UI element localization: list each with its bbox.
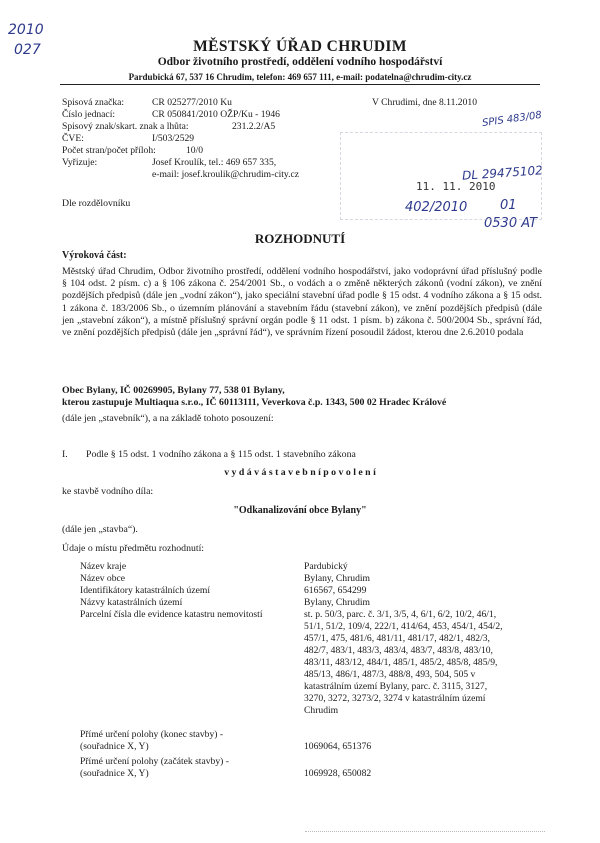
znak-value: 231.2.2/A5 (232, 121, 276, 132)
project-name: "Odkanalizování obce Bylany" (233, 505, 367, 516)
office-title: MĚSTSKÝ ÚŘAD CHRUDIM (193, 38, 407, 55)
handwritten-count: 01 (500, 198, 517, 213)
dale-stavba: (dále jen „stavba“). (62, 524, 138, 535)
parcel-line: st. p. 50/3, parc. č. 3/1, 3/5, 4, 6/1, 6/2, 10/2, 46/1, (304, 609, 497, 620)
intro-paragraph: Městský úřad Chrudim, Odbor životního prostředí, oddělení vodního hospodářství, jako vodoprávní úřad příslušný podle § 104 odst. 2 písm. c) a § 106 zákona č. 254/2001 Sb., o vodách a o změně některých zákonů (vodní zákon), ve znění pozdějších předpisů (dále jen „vodní zákon“), jako speciální stavební úřad podle § 15 odst. 4 vodního zákona a § 15 odst. 1 zákona č. 183/2006 Sb., o územním plánování a stavebním řádu (stavební zákon), ve znění pozdějších předpisů (dále jen „stavební zákon“), a místně příslušný správní orgán podle § 11 odst. 1 písm. b) zákona č. 500/2004 Sb., správní řád, ve znění pozdějších předpisů (dále jen „správní řád“), ve správním řízení posoudil žádost, kterou dne 2.6.2010 podala (62, 266, 542, 339)
table-row-label: Přímé určení polohy (začátek stavby) - (80, 756, 229, 767)
table-row-value: Bylany, Chrudim (304, 597, 370, 608)
handwritten-spis: SPIS 483/08 (481, 109, 543, 130)
table-row-value: 1069928, 650082 (304, 768, 372, 779)
section-number: I. (62, 449, 68, 460)
parcel-line: 483/11, 483/12, 484/1, 485/1, 485/2, 485/8, 485/9, (304, 657, 498, 668)
pocet-value: 10/0 (186, 145, 204, 156)
cve-label: ČVE: (62, 133, 84, 144)
spisova-label: Spisová značka: (62, 97, 125, 108)
recipient: Dle rozdělovníku (62, 198, 131, 209)
cve-value: I/503/2529 (152, 133, 195, 144)
parcel-line: 485/13, 486/1, 487/3, 488/8, 493, 504, 505 v (304, 669, 476, 680)
applicant-line-1: Obec Bylany, IČ 00269905, Bylany 77, 538 01 Bylany, (62, 385, 285, 396)
handwritten-ref: 402/2010 (405, 200, 468, 215)
section-text: Podle § 15 odst. 1 vodního zákona a § 115 odst. 1 stavebního zákona (86, 449, 356, 460)
table-row-label: Názvy katastrálních území (80, 597, 183, 608)
vyrizuje-value: Josef Kroulík, tel.: 469 657 335, (152, 157, 277, 168)
office-address: Pardubická 67, 537 16 Chrudim, telefon: 469 657 111, e-mail: podatelna@chrudim-city.cz (128, 72, 472, 82)
table-row-value: Pardubický (304, 561, 348, 572)
vydava-heading: v y d á v á s t a v e b n í p o v o l e n í (224, 467, 376, 478)
document-date: V Chrudimi, dne 8.11.2010 (372, 97, 477, 108)
table-row-label: Název obce (80, 573, 126, 584)
table-row-value: 1069064, 651376 (304, 741, 372, 752)
office-department: Odbor životního prostředí, oddělení vodního hospodářství (157, 56, 443, 68)
stamp-date: 11. 11. 2010 (416, 180, 496, 193)
header-divider (60, 84, 540, 85)
table-row-value: 616567, 654299 (304, 585, 367, 596)
vyrizuje-label: Vyřizuje: (62, 157, 98, 168)
parcel-line: 482/7, 483/1, 483/3, 483/4, 483/7, 483/8, 483/10, (304, 645, 493, 656)
table-row-label: (souřadnice X, Y) (80, 768, 149, 779)
email-value: e-mail: josef.kroulik@chrudim-city.cz (152, 169, 300, 180)
table-row-label: Parcelní čísla dle evidence katastru nemovitostí (80, 609, 263, 620)
footer-divider (305, 831, 545, 832)
table-row-value: Bylany, Chrudim (304, 573, 370, 584)
znak-label: Spisový znak/skart. znak a lhůta: (62, 121, 189, 132)
handwritten-code: 0530 AT (484, 216, 538, 231)
cislo-value: CR 050841/2010 OŽP/Ku - 1946 (152, 109, 280, 120)
parcel-line: katastrálním území Bylany, parc. č. 3115, 3127, (304, 681, 488, 692)
spisova-value: CR 025277/2010 Ku (152, 97, 232, 108)
receipt-stamp (340, 132, 542, 220)
table-row-label: Název kraje (80, 561, 127, 572)
parcel-line: Chrudim (304, 705, 339, 716)
decision-heading: ROZHODNUTÍ (254, 231, 346, 246)
table-row-label: (souřadnice X, Y) (80, 741, 149, 752)
handwritten-number: 027 (14, 42, 41, 58)
table-row-label: Identifikátory katastrálních území (80, 585, 210, 596)
vyrokova-label: Výroková část: (62, 250, 127, 261)
applicant-after: (dále jen „stavebník“), a na základě tohoto posouzení: (62, 413, 274, 424)
table-row-label: Přímé určení polohy (konec stavby) - (80, 729, 224, 740)
parcel-line: 3270, 3272, 3273/2, 3274 v katastrálním území (304, 693, 486, 704)
handwritten-year: 2010 (8, 22, 44, 38)
cislo-label: Číslo jednací: (62, 109, 116, 120)
handwritten-dl: DL 29475102 (461, 163, 544, 183)
ke-stavbe: ke stavbě vodního díla: (62, 486, 154, 497)
parcel-line: 457/1, 475, 481/6, 481/11, 481/17, 482/1, 482/3, (304, 633, 490, 644)
applicant-line-2: kterou zastupuje Multiaqua s.r.o., IČ 60113111, Veverkova č.p. 1343, 500 02 Hradec Králové (62, 397, 447, 408)
pocet-label: Počet stran/počet příloh: (62, 145, 156, 156)
udaje-label: Údaje o místu předmětu rozhodnutí: (62, 543, 205, 554)
parcel-line: 51/1, 51/2, 109/4, 222/1, 414/64, 453, 454/1, 454/2, (304, 621, 503, 632)
